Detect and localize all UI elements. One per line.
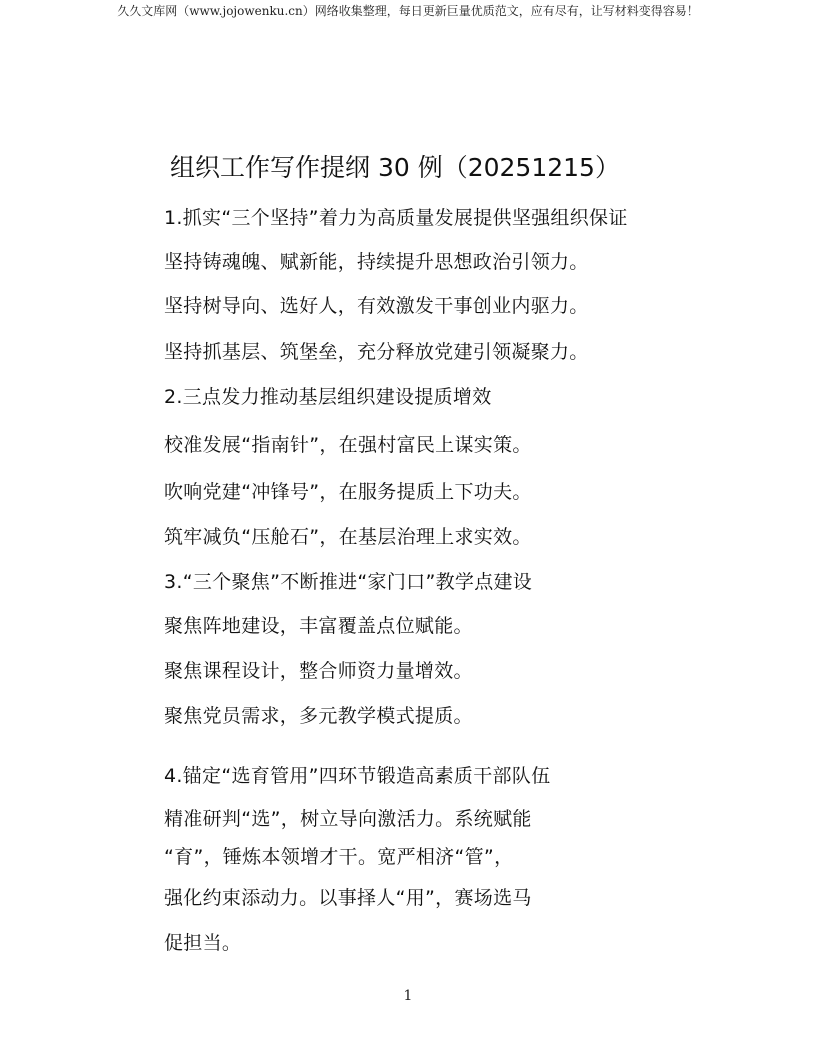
body-line: 强化约束添动力。以事择人“用”，赛场选马 bbox=[164, 887, 532, 909]
page-number: 1 bbox=[403, 988, 413, 1004]
body-line: 坚持铸魂魄、赋新能，持续提升思想政治引领力。 bbox=[164, 251, 589, 273]
section-heading-1: 1.抓实“三个坚持”着力为高质量发展提供坚强组织保证 bbox=[164, 207, 628, 229]
body-line: 坚持树导向、选好人，有效激发干事创业内驱力。 bbox=[164, 295, 589, 317]
body-line: 促担当。 bbox=[164, 932, 242, 954]
body-line: 聚焦阵地建设，丰富覆盖点位赋能。 bbox=[164, 615, 473, 637]
section-heading-4: 4.锚定“选育管用”四环节锻造高素质干部队伍 bbox=[164, 765, 551, 787]
body-line: 聚焦党员需求，多元教学模式提质。 bbox=[164, 705, 473, 727]
body-line: 吹响党建“冲锋号”，在服务提质上下功夫。 bbox=[164, 481, 532, 503]
body-line: 校准发展“指南针”，在强村富民上谋实策。 bbox=[164, 434, 532, 456]
document-title: 组织工作写作提纲 30 例（20251215） bbox=[170, 153, 620, 182]
body-line: 坚持抓基层、筑堡垒，充分释放党建引领凝聚力。 bbox=[164, 341, 589, 363]
body-line: 筑牢减负“压舱石”，在基层治理上求实效。 bbox=[164, 526, 532, 548]
body-line: 聚焦课程设计，整合师资力量增效。 bbox=[164, 660, 473, 682]
body-line: 精准研判“选”，树立导向激活力。系统赋能 bbox=[164, 808, 532, 830]
document-header: 久久文库网（www.jojowenku.cn）网络收集整理，每日更新巨量优质范文，应有尽有，让写材料变得容易！ bbox=[117, 4, 699, 18]
section-heading-2: 2.三点发力推动基层组织建设提质增效 bbox=[164, 386, 492, 408]
section-heading-3: 3.“三个聚焦”不断推进“家门口”教学点建设 bbox=[164, 571, 533, 593]
body-line: “育”，锤炼本领增才干。宽严相济“管”， bbox=[164, 846, 514, 868]
